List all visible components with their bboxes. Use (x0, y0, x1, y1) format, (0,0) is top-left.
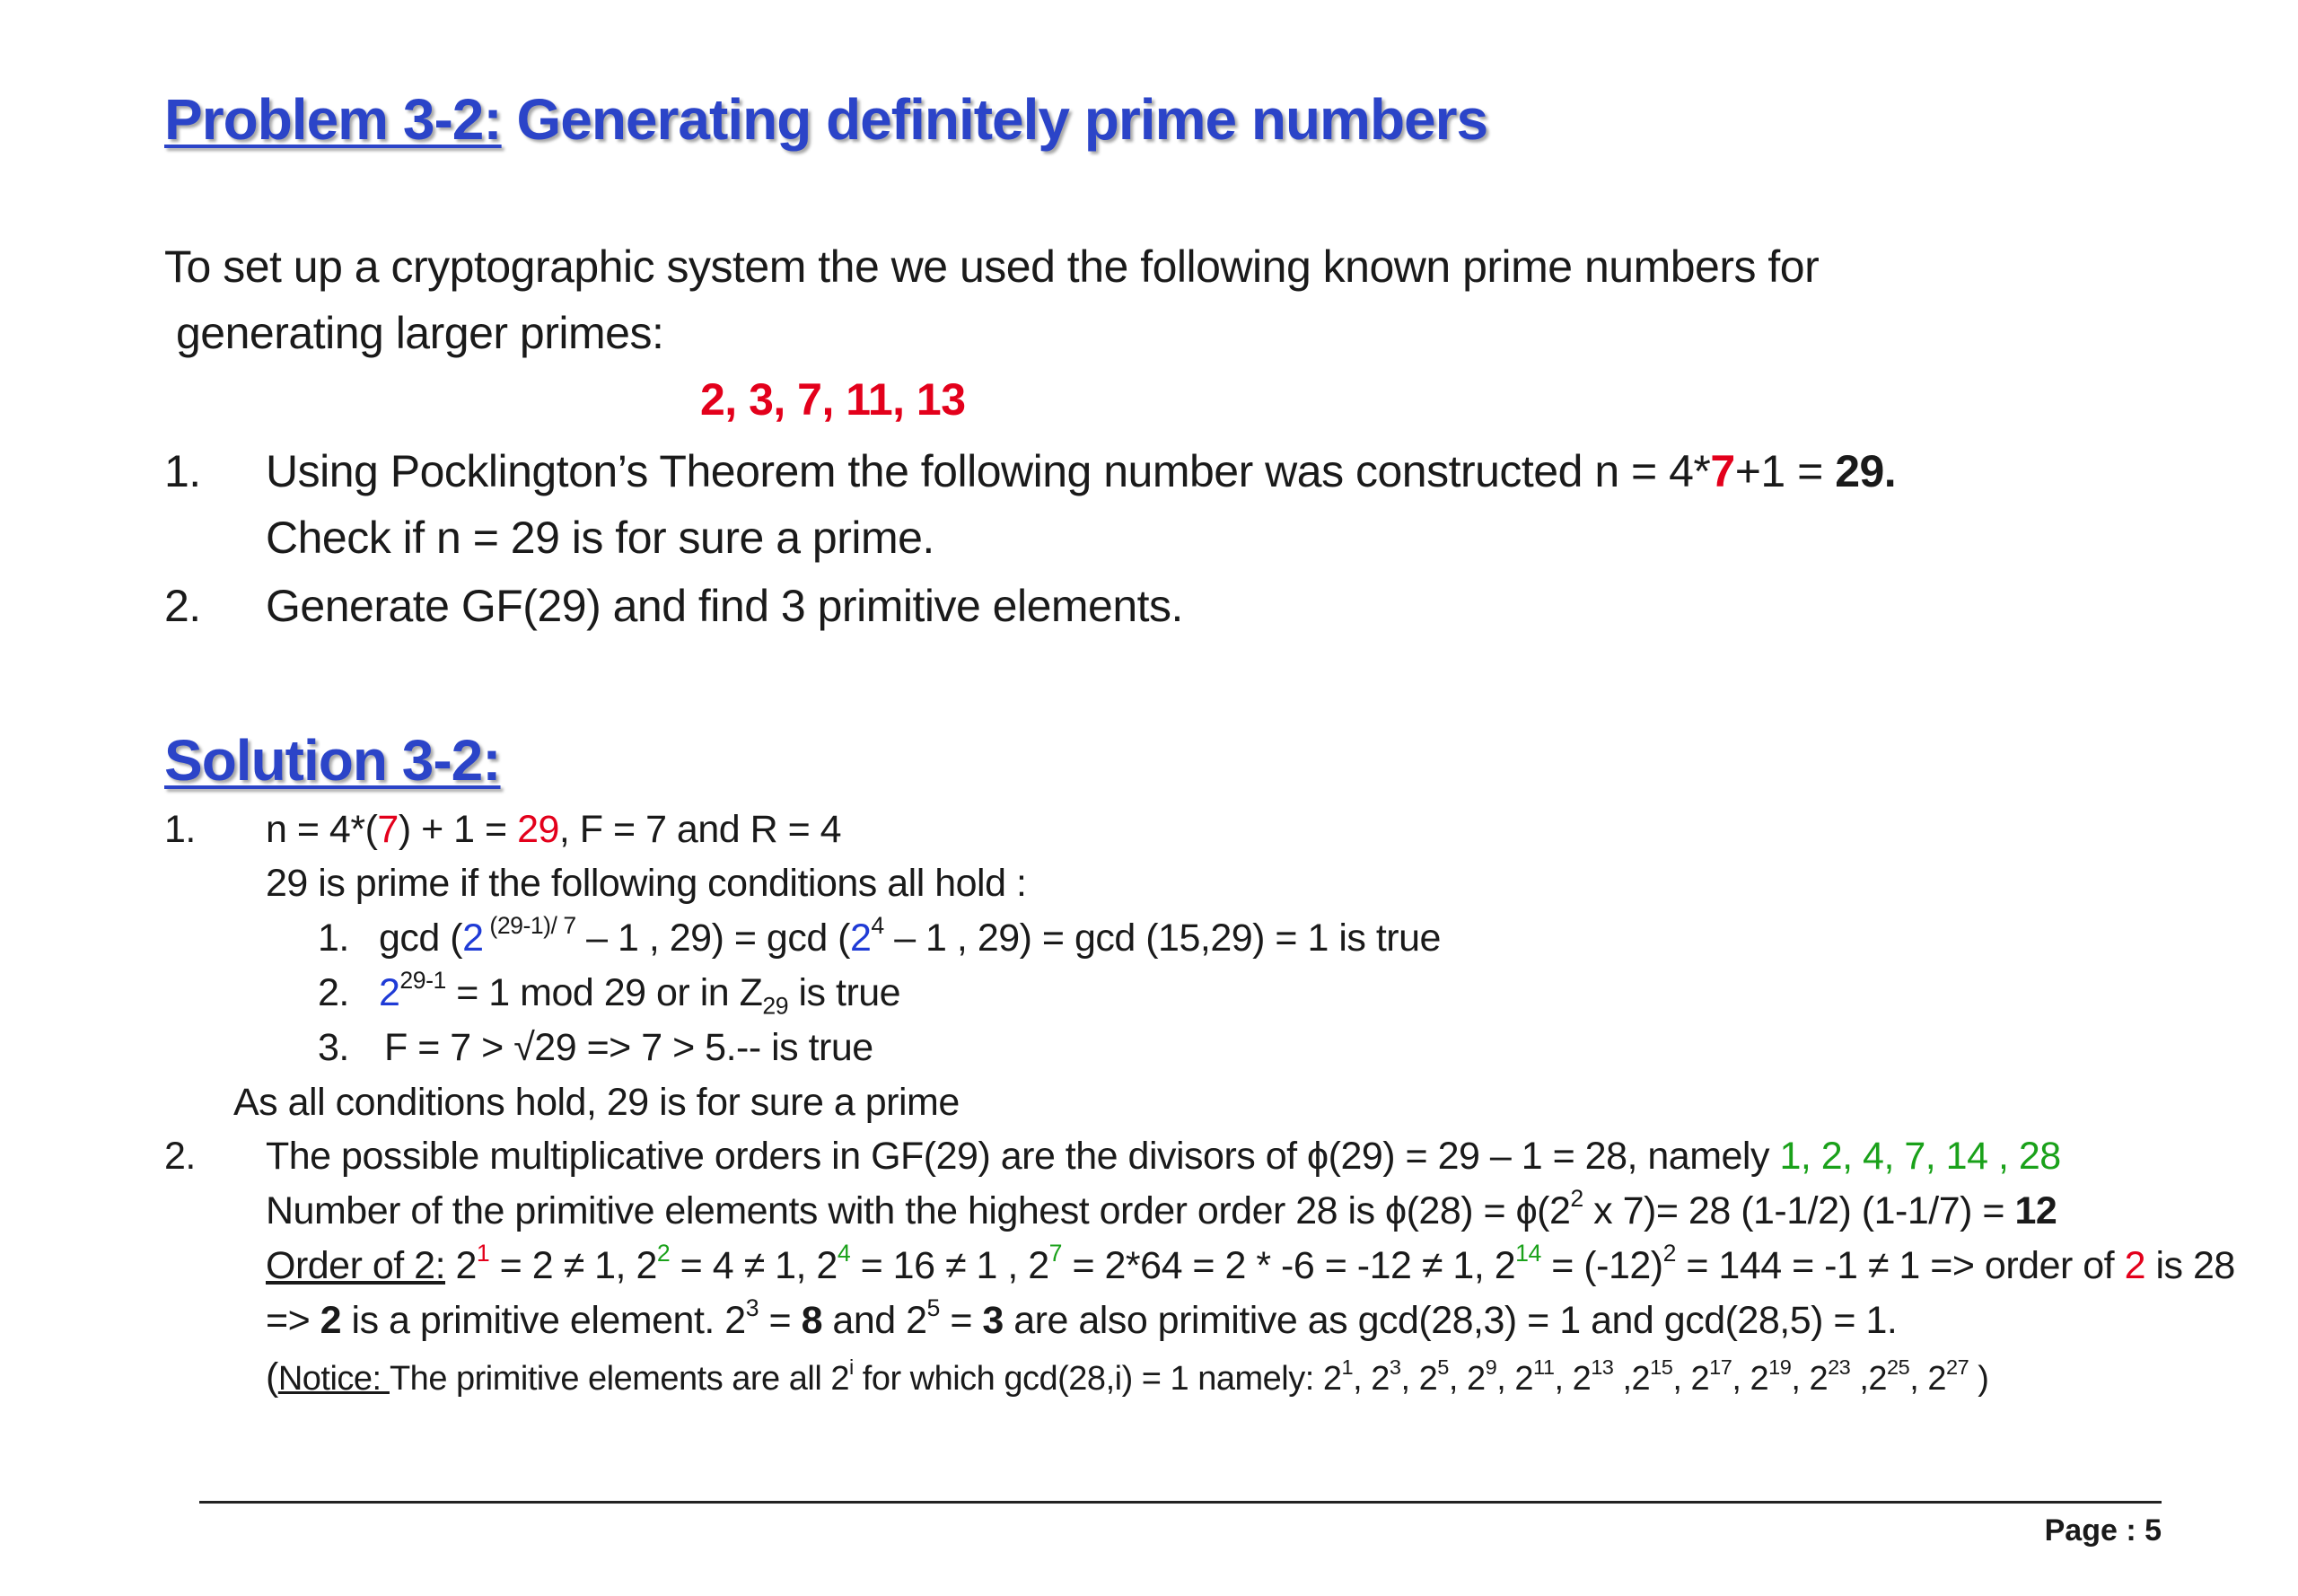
notice-power-base: 2 (1514, 1360, 1533, 1398)
notice-power-separator: , (1909, 1360, 1928, 1398)
order-part-4-exp: 14 (1515, 1239, 1541, 1267)
c1-text-b: – 1 , 29) = gcd ( (575, 916, 850, 960)
page-number: Page : 5 (2044, 1513, 2162, 1548)
solution-item-2-line-2 (266, 1184, 2057, 1233)
notice-power-base: 2 (1572, 1360, 1592, 1398)
prim-exp-3: 3 (745, 1293, 759, 1321)
notice-power-exponent: 3 (1389, 1355, 1401, 1380)
notice-powers (1322, 1355, 1969, 1398)
primitive-element-line (266, 1293, 1898, 1343)
order-part-2-post: = 16 ≠ 1 , 2 (850, 1244, 1049, 1287)
notice-i: i (848, 1355, 854, 1380)
known-primes: 2, 3, 7, 11, 13 (700, 374, 966, 425)
c1-base: 2 (462, 916, 484, 960)
notice-power-base: 2 (1631, 1360, 1651, 1398)
s1-text-a: n = 4*( (266, 808, 378, 851)
order-part-1-post: = 4 ≠ 1, 2 (670, 1244, 838, 1287)
prim-text-a: => (266, 1299, 320, 1342)
notice-text-b: for which gcd(28,i) = 1 namely: (853, 1360, 1323, 1398)
problem-item-2-number: 2. (164, 581, 201, 631)
notice-power-exponent: 19 (1768, 1355, 1792, 1380)
notice-power-exponent: 17 (1709, 1355, 1732, 1380)
problem-item-2: Generate GF(29) and find 3 primitive elements. (266, 581, 1183, 631)
c2-base: 2 (379, 971, 400, 1014)
order-part-0-exp: 1 (476, 1239, 490, 1267)
order-of-2-line (266, 1239, 2235, 1288)
notice-power-separator: , (1791, 1360, 1810, 1398)
problem-title-text: Generating definitely prime numbers (501, 87, 1488, 152)
s1-text-b: ) + 1 = (398, 808, 518, 851)
problem-item-1-text-a: Using Pocklington’s Theorem the following number was constructed n = 4* (266, 446, 1711, 496)
order-part-2-exp: 4 (837, 1239, 851, 1267)
order-label: Order of 2: (266, 1244, 446, 1287)
s1-29: 29 (517, 808, 559, 851)
notice-power-base: 2 (1809, 1360, 1829, 1398)
problem-item-1-seven: 7 (1710, 446, 1735, 496)
s2-line2-text-b: x 7)= 28 (1-1/2) (1-1/7) = (1583, 1189, 2015, 1232)
notice-power-exponent: 9 (1485, 1355, 1497, 1380)
problem-item-1 (266, 445, 1896, 497)
notice-power-separator: , (1400, 1360, 1419, 1398)
solution-title-label: Solution 3-2: (164, 728, 501, 793)
notice-close: ) (1969, 1360, 1989, 1398)
c2-text-a: = 1 mod 29 or in Z (445, 971, 763, 1014)
condition-3: F = 7 > √29 => 7 > 5.-- is true (384, 1026, 873, 1069)
prim-two: 2 (320, 1299, 342, 1342)
c1-text-a: gcd ( (379, 916, 463, 960)
problem-title-label: Problem 3-2: (164, 87, 502, 152)
order-tail: = 144 = -1 ≠ 1 => order of (1675, 1244, 2125, 1287)
condition-1 (379, 911, 1441, 960)
notice-power-separator: , (1613, 1360, 1632, 1398)
notice-open-paren: ( (266, 1355, 278, 1399)
notice-power-exponent: 11 (1532, 1355, 1555, 1380)
c1-base-2: 2 (850, 916, 872, 960)
solution-title (164, 727, 501, 794)
c1-text-c: – 1 , 29) = gcd (15,29) = 1 is true (883, 916, 1441, 960)
footer-rule (199, 1501, 2162, 1504)
order-part-0-post: = 2 ≠ 1, 2 (489, 1244, 657, 1287)
intro-line-1: To set up a cryptographic system the we used the following known prime numbers for (164, 241, 1820, 292)
solution-item-1-number: 1. (164, 808, 196, 851)
notice-line (266, 1355, 1988, 1399)
condition-2-number: 2. (318, 971, 349, 1014)
notice-power-base: 2 (1690, 1360, 1710, 1398)
order-part-3-exp: 7 (1048, 1239, 1062, 1267)
condition-3-number: 3. (318, 1026, 349, 1069)
prim-8: 8 (801, 1299, 822, 1342)
notice-power-exponent: 15 (1650, 1355, 1673, 1380)
prim-3: 3 (982, 1299, 1004, 1342)
notice-power-separator: , (1554, 1360, 1573, 1398)
s2-line2-result: 12 (2014, 1189, 2057, 1232)
prim-text-c: = (759, 1299, 802, 1342)
notice-power-base: 2 (1322, 1360, 1342, 1398)
notice-power-exponent: 27 (1946, 1355, 1969, 1380)
s1-seven: 7 (377, 808, 399, 851)
notice-power-separator: , (1496, 1360, 1515, 1398)
s2-divisors: 1, 2, 4, 7, 14 , 28 (1779, 1135, 2061, 1178)
notice-power-base: 2 (1466, 1360, 1486, 1398)
notice-power-exponent: 1 (1341, 1355, 1354, 1380)
solution-item-2-number: 2. (164, 1135, 196, 1178)
intro-line-2: generating larger primes: (176, 308, 664, 358)
notice-text-a: The primitive elements are all 2 (389, 1360, 849, 1398)
notice-power-exponent: 13 (1591, 1355, 1614, 1380)
c2-exponent: 29-1 (399, 966, 446, 994)
problem-item-1-result: 29. (1835, 446, 1897, 496)
notice-power-exponent: 25 (1887, 1355, 1910, 1380)
solution-item-1 (266, 808, 841, 852)
solution-item-1-line-2: 29 is prime if the following conditions all hold : (266, 862, 1027, 905)
order-end: is 28 (2145, 1244, 2235, 1287)
notice-power-base: 2 (1750, 1360, 1769, 1398)
s2-line2-text-a: Number of the primitive elements with the highest order order 28 is ϕ(28) = ϕ(2 (266, 1189, 1571, 1232)
notice-power-base: 2 (1371, 1360, 1390, 1398)
order-part-4-post: = (-12) (1540, 1244, 1663, 1287)
condition-2 (379, 966, 901, 1020)
prim-text-f: are also primitive as gcd(28,3) = 1 and gcd(28,5) = 1. (1003, 1299, 1898, 1342)
order-part-0-pre: 2 (445, 1244, 477, 1287)
order-part-3-post: = 2*64 = 2 * -6 = -12 ≠ 1, 2 (1062, 1244, 1516, 1287)
solution-item-2 (266, 1135, 2061, 1179)
order-two: 2 (2124, 1244, 2145, 1287)
notice-power-base: 2 (1868, 1360, 1888, 1398)
s1-text-c: , F = 7 and R = 4 (558, 808, 842, 851)
prim-text-b: is a primitive element. 2 (341, 1299, 746, 1342)
prim-text-d: and 2 (821, 1299, 927, 1342)
c1-exponent-2: 4 (871, 911, 884, 939)
notice-power-separator: , (1850, 1360, 1869, 1398)
notice-label: Notice: (277, 1360, 390, 1398)
notice-power-base: 2 (1927, 1360, 1947, 1398)
c2-subscript: 29 (762, 992, 789, 1020)
notice-power-exponent: 5 (1437, 1355, 1449, 1380)
s2-line2-exponent: 2 (1570, 1184, 1583, 1212)
conclusion: As all conditions hold, 29 is for sure a prime (233, 1081, 960, 1124)
s2-text-a: The possible multiplicative orders in GF(29) are the divisors of ϕ(29) = 29 – 1 = 28, namely (266, 1135, 1780, 1178)
notice-power-exponent: 23 (1828, 1355, 1851, 1380)
order-square: 2 (1662, 1239, 1676, 1267)
c1-exponent: (29-1)/ 7 (483, 911, 576, 939)
problem-item-1-number: 1. (164, 446, 201, 496)
notice-power-separator: , (1732, 1360, 1750, 1398)
prim-exp-5: 5 (926, 1293, 940, 1321)
notice-power-separator: , (1353, 1360, 1372, 1398)
notice-power-separator: , (1448, 1360, 1467, 1398)
prim-text-e: = (939, 1299, 983, 1342)
notice-power-base: 2 (1418, 1360, 1438, 1398)
problem-title (164, 86, 1487, 153)
condition-1-number: 1. (318, 916, 349, 960)
notice-power-separator: , (1672, 1360, 1691, 1398)
c2-text-b: is true (788, 971, 901, 1014)
problem-item-1-line-2: Check if n = 29 is for sure a prime. (266, 513, 934, 563)
order-part-1-exp: 2 (656, 1239, 671, 1267)
problem-item-1-text-b: +1 = (1734, 446, 1836, 496)
